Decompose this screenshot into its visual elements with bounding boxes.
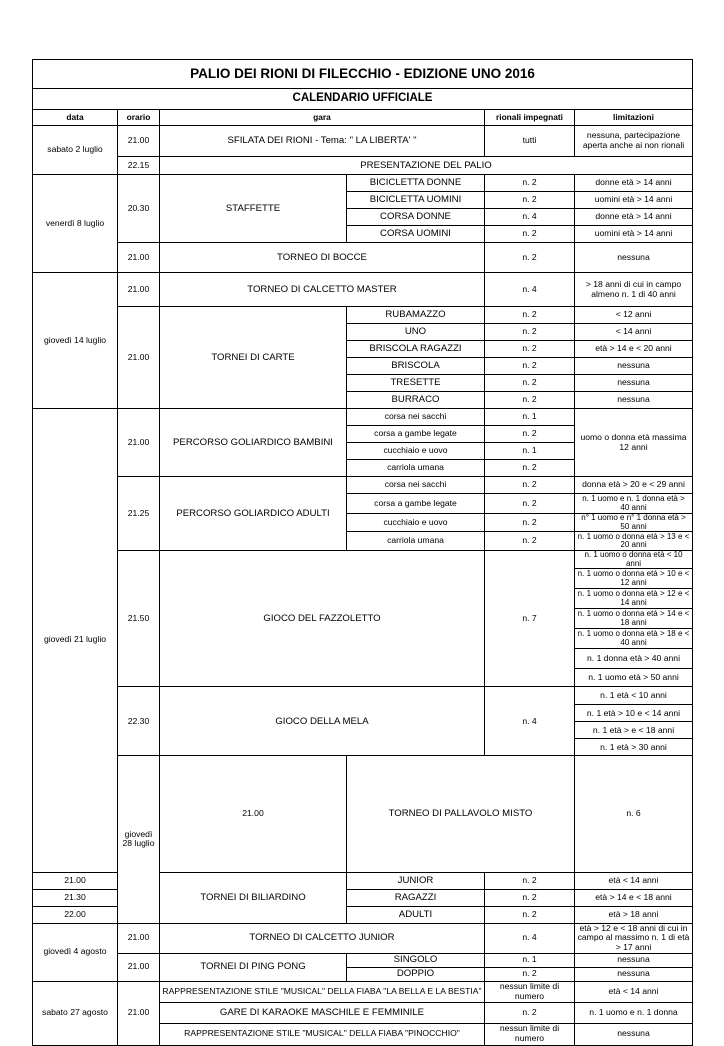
- table-cell: 21.50: [118, 551, 160, 687]
- table-cell: n. 2: [485, 341, 575, 358]
- table-cell: nessuna: [575, 392, 693, 409]
- table-cell: BICICLETTA DONNE: [347, 175, 485, 192]
- table-cell: STAFFETTE: [160, 175, 347, 243]
- table-cell: giovedì 28 luglio: [118, 756, 160, 923]
- table-cell: CORSA DONNE: [347, 209, 485, 226]
- table-cell: n. 2: [485, 243, 575, 273]
- table-cell: > 18 anni di cui in campo almeno n. 1 di 40 anni: [575, 273, 693, 307]
- table-cell: nessuna: [575, 358, 693, 375]
- table-cell: n. 1 uomo o donna età < 10 anni: [575, 551, 693, 569]
- table-row: [33, 243, 693, 273]
- table-row: [33, 273, 693, 307]
- table-cell: n. 1 uomo o donna età > 18 e < 40 anni: [575, 629, 693, 649]
- table-cell: 21.00: [118, 126, 160, 157]
- table-cell: n. 2: [485, 426, 575, 443]
- table-cell: uomini età > 14 anni: [575, 192, 693, 209]
- table-cell: n. 1 uomo o donna età > 14 e < 18 anni: [575, 609, 693, 629]
- table-cell: n. 1: [485, 443, 575, 460]
- table-cell: sabato 27 agosto: [33, 981, 118, 1045]
- table-cell: 22.15: [118, 157, 160, 175]
- table-cell: TRESETTE: [347, 375, 485, 392]
- table-cell: 21.00: [118, 953, 160, 981]
- table-cell: 21.00: [118, 273, 160, 307]
- table-cell: nessuna: [575, 243, 693, 273]
- table-row: [33, 409, 693, 426]
- calendar-table: [32, 59, 693, 1046]
- table-cell: 21.30: [33, 889, 118, 906]
- table-cell: n. 1: [485, 953, 575, 967]
- table-cell: n. 1 età < 10 anni: [575, 687, 693, 705]
- table-cell: PERCORSO GOLIARDICO ADULTI: [160, 477, 347, 551]
- table-cell: età > 12 e < 18 anni di cui in campo al massimo n. 1 di età > 17 anni: [575, 923, 693, 953]
- table-row: [33, 981, 693, 1002]
- table-cell: SINGOLO: [347, 953, 485, 967]
- table-cell: n. 2: [485, 532, 575, 551]
- table-cell: 21.25: [118, 477, 160, 551]
- table-cell: n. 2: [485, 906, 575, 923]
- table-cell: RAPPRESENTAZIONE STILE "MUSICAL" DELLA FIABA "PINOCCHIO": [160, 1023, 485, 1045]
- table-cell: corsa nei sacchi: [347, 477, 485, 494]
- table-cell: n. 1 età > 10 e < 14 anni: [575, 705, 693, 722]
- table-cell: PERCORSO GOLIARDICO BAMBINI: [160, 409, 347, 477]
- table-cell: 20.30: [118, 175, 160, 243]
- table-cell: ADULTI: [347, 906, 485, 923]
- header-limitazioni: limitazioni: [575, 110, 693, 126]
- table-cell: 22.30: [118, 687, 160, 756]
- table-cell: n. 1 uomo e n. 1 donna: [575, 1002, 693, 1023]
- table-cell: 21.00: [118, 409, 160, 477]
- table-cell: n. 2: [485, 375, 575, 392]
- table-cell: UNO: [347, 324, 485, 341]
- table-row: [33, 687, 693, 705]
- table-cell: uomo o donna età massima 12 anni: [575, 409, 693, 477]
- table-cell: 21.00: [118, 981, 160, 1045]
- table-cell: n. 1 uomo e n. 1 donna età > 40 anni: [575, 494, 693, 514]
- table-cell: n. 2: [485, 358, 575, 375]
- table-cell: giovedì 14 luglio: [33, 273, 118, 409]
- table-row: [33, 551, 693, 569]
- table-cell: RAGAZZI: [347, 889, 485, 906]
- table-cell: TORNEI DI CARTE: [160, 307, 347, 409]
- table-row: [33, 126, 693, 157]
- table-cell: TORNEI DI PING PONG: [160, 953, 347, 981]
- table-cell: n. 2: [485, 460, 575, 477]
- table-cell: n. 2: [485, 192, 575, 209]
- table-cell: < 12 anni: [575, 307, 693, 324]
- table-cell: età > 18 anni: [575, 906, 693, 923]
- table-cell: DOPPIO: [347, 967, 485, 981]
- table-cell: carriola umana: [347, 460, 485, 477]
- table-row: [33, 175, 693, 192]
- table-cell: cucchiaio e uovo: [347, 514, 485, 532]
- table-cell: BRISCOLA: [347, 358, 485, 375]
- table-cell: TORNEO DI CALCETTO JUNIOR: [160, 923, 485, 953]
- table-cell: 21.00: [118, 307, 160, 409]
- table-cell: età < 14 anni: [575, 981, 693, 1002]
- table-cell: 22.00: [33, 906, 118, 923]
- table-cell: SFILATA DEI RIONI - Tema: " LA LIBERTA' ": [160, 126, 485, 157]
- table-cell: donne età > 14 anni: [575, 209, 693, 226]
- table-cell: n. 2: [485, 324, 575, 341]
- table-cell: GIOCO DEL FAZZOLETTO: [160, 551, 485, 687]
- table-cell: tutti: [485, 126, 575, 157]
- table-cell: 21.00: [160, 756, 347, 872]
- table-cell: n. 2: [485, 477, 575, 494]
- table-cell: nessuna: [575, 967, 693, 981]
- table-cell: BICICLETTA UOMINI: [347, 192, 485, 209]
- table-cell: n. 1 età > 30 anni: [575, 739, 693, 756]
- table-cell: n. 2: [485, 872, 575, 889]
- header-gara: gara: [160, 110, 485, 126]
- table-row: [33, 477, 693, 494]
- table-cell: corsa a gambe legate: [347, 494, 485, 514]
- table-cell: corsa nei sacchi: [347, 409, 485, 426]
- table-row: [33, 953, 693, 967]
- table-cell: giovedì 21 luglio: [33, 409, 118, 873]
- table-cell: n. 2: [485, 226, 575, 243]
- table-cell: JUNIOR: [347, 872, 485, 889]
- table-cell: TORNEO DI CALCETTO MASTER: [160, 273, 485, 307]
- document-subtitle: CALENDARIO UFFICIALE: [33, 89, 693, 110]
- table-cell: venerdì 8 luglio: [33, 175, 118, 273]
- table-cell: GIOCO DELLA MELA: [160, 687, 485, 756]
- table-cell: nessun limite di numero: [485, 1023, 575, 1045]
- header-rionali: rionali impegnati: [485, 110, 575, 126]
- table-cell: CORSA UOMINI: [347, 226, 485, 243]
- table-cell: età > 14 e < 20 anni: [575, 341, 693, 358]
- table-cell: n. 1: [485, 409, 575, 426]
- table-cell: n° 1 uomo e n° 1 donna età > 50 anni: [575, 514, 693, 532]
- table-cell: corsa a gambe legate: [347, 426, 485, 443]
- table-row: [33, 923, 693, 953]
- table-cell: n. 2: [485, 175, 575, 192]
- table-cell: donne età > 14 anni: [575, 175, 693, 192]
- table-cell: n. 4: [485, 209, 575, 226]
- table-cell: nessun limite di numero: [485, 981, 575, 1002]
- table-cell: cucchiaio e uovo: [347, 443, 485, 460]
- table-cell: nessuna: [575, 953, 693, 967]
- table-cell: n. 1 uomo o donna età > 10 e < 12 anni: [575, 569, 693, 589]
- header-row: [33, 110, 693, 126]
- table-cell: n. 7: [485, 551, 575, 687]
- table-cell: RUBAMAZZO: [347, 307, 485, 324]
- table-row: [33, 157, 693, 175]
- table-cell: < 14 anni: [575, 324, 693, 341]
- table-cell: età < 14 anni: [575, 872, 693, 889]
- table-cell: GARE DI KARAOKE MASCHILE E FEMMINILE: [160, 1002, 485, 1023]
- table-cell: n. 2: [485, 494, 575, 514]
- table-cell: uomini età > 14 anni: [575, 226, 693, 243]
- table-cell: giovedì 4 agosto: [33, 923, 118, 981]
- header-data: data: [33, 110, 118, 126]
- table-cell: n. 1 età > e < 18 anni: [575, 722, 693, 739]
- table-cell: n. 1 donna età > 40 anni: [575, 649, 693, 669]
- table-cell: carriola umana: [347, 532, 485, 551]
- subtitle-row: [33, 89, 693, 110]
- table-cell: 21.00: [118, 243, 160, 273]
- table-cell: n. 2: [485, 514, 575, 532]
- table-cell: n. 2: [485, 967, 575, 981]
- table-cell: n. 4: [485, 687, 575, 756]
- table-cell: n. 2: [485, 392, 575, 409]
- table-cell: età > 14 e < 18 anni: [575, 889, 693, 906]
- table-cell: n. 2: [485, 889, 575, 906]
- table-row: [33, 756, 693, 872]
- table-cell: nessuna, partecipazione aperta anche ai non rionali: [575, 126, 693, 157]
- title-row: [33, 60, 693, 89]
- table-cell: n. 4: [485, 923, 575, 953]
- table-cell: n. 6: [575, 756, 693, 872]
- table-cell: n. 4: [485, 273, 575, 307]
- table-cell: donna età > 20 e < 29 anni: [575, 477, 693, 494]
- table-cell: TORNEO DI BOCCE: [160, 243, 485, 273]
- table-cell: 21.00: [33, 872, 118, 889]
- table-cell: n. 2: [485, 1002, 575, 1023]
- table-cell: n. 1 uomo o donna età > 12 e < 14 anni: [575, 589, 693, 609]
- table-cell: nessuna: [575, 375, 693, 392]
- table-cell: sabato 2 luglio: [33, 126, 118, 175]
- table-cell: nessuna: [575, 1023, 693, 1045]
- table-cell: n. 2: [485, 307, 575, 324]
- table-row: [33, 307, 693, 324]
- table-cell: BRISCOLA RAGAZZI: [347, 341, 485, 358]
- table-cell: TORNEO DI PALLAVOLO MISTO: [347, 756, 575, 872]
- calendar-sheet: [32, 59, 692, 1046]
- table-cell: TORNEI DI BILIARDINO: [160, 872, 347, 923]
- header-orario: orario: [118, 110, 160, 126]
- table-cell: BURRACO: [347, 392, 485, 409]
- table-cell: 21.00: [118, 923, 160, 953]
- table-cell: RAPPRESENTAZIONE STILE "MUSICAL" DELLA FIABA "LA BELLA E LA BESTIA": [160, 981, 485, 1002]
- table-cell: n. 1 uomo o donna età > 13 e < 20 anni: [575, 532, 693, 551]
- table-cell: PRESENTAZIONE DEL PALIO: [160, 157, 693, 175]
- document-title: PALIO DEI RIONI DI FILECCHIO - EDIZIONE UNO 2016: [33, 60, 693, 89]
- table-cell: n. 1 uomo età > 50 anni: [575, 669, 693, 687]
